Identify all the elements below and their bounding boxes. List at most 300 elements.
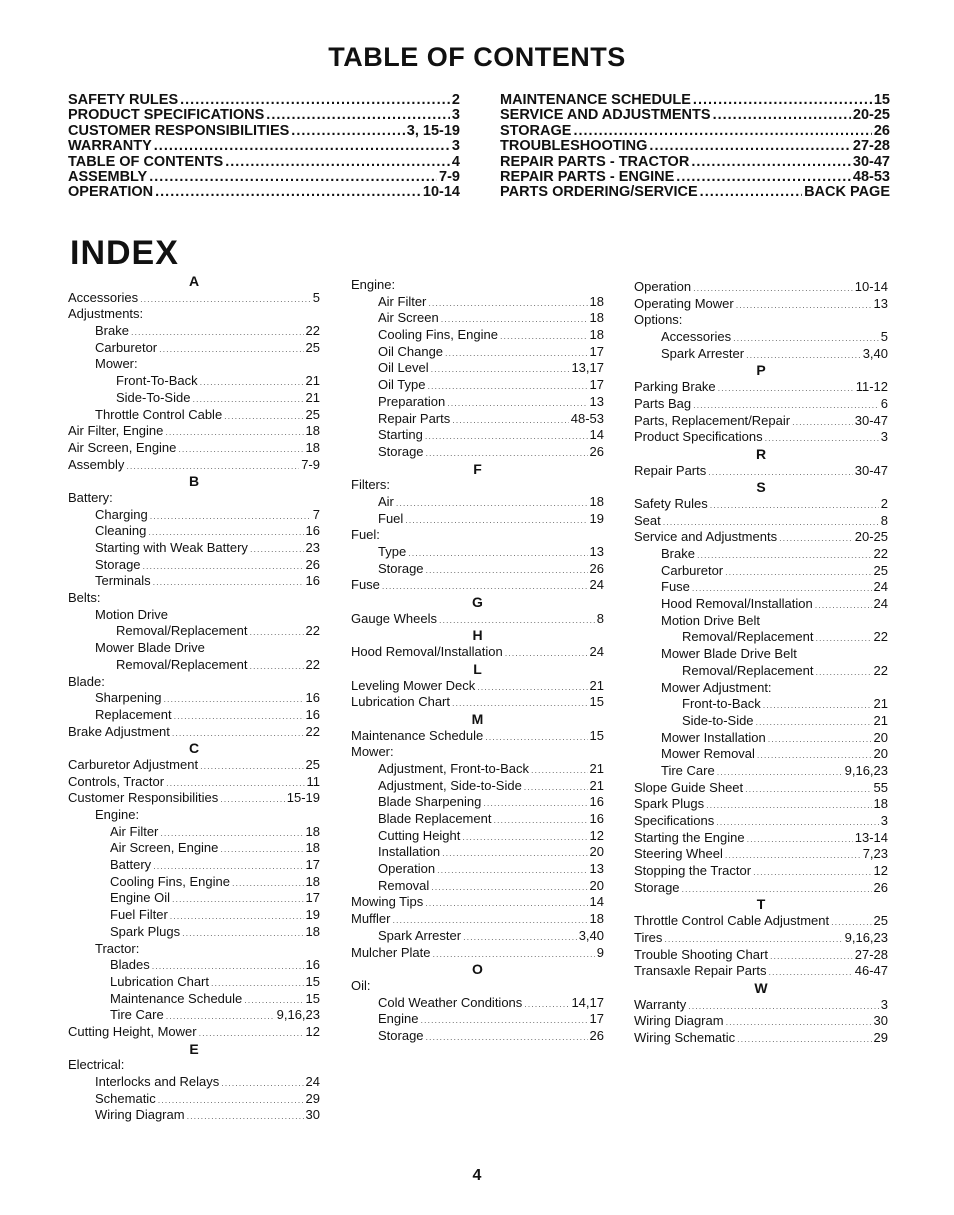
dot-leader <box>713 108 851 123</box>
index-entry-label: Cutting Height <box>378 827 461 843</box>
index-entry-page: 16 <box>305 690 320 706</box>
index-entry-label: Operation <box>634 279 692 294</box>
dot-leader <box>831 914 871 931</box>
toc-entry-page: 7-9 <box>439 169 460 186</box>
index-entry <box>68 1074 320 1091</box>
index-entry-page: 22 <box>873 629 888 645</box>
dot-leader <box>442 845 587 862</box>
dot-leader <box>768 964 852 981</box>
index-entry <box>68 306 320 323</box>
index-entry <box>634 696 888 713</box>
toc-entry <box>68 124 460 139</box>
index-entry-page: 55 <box>873 779 888 795</box>
dot-leader <box>483 795 587 812</box>
index-entry <box>68 523 320 540</box>
toc-entry-page: 3 <box>451 138 460 155</box>
index-entry <box>351 945 604 962</box>
dot-leader <box>232 875 304 892</box>
dot-leader <box>266 108 450 123</box>
dot-leader <box>706 797 871 814</box>
index-entry <box>351 611 604 628</box>
index-entry <box>634 613 888 630</box>
index-entry-page: 13 <box>873 295 888 311</box>
index-entry-label: Slope Guide Sheet <box>634 779 744 795</box>
index-entry-page: 17 <box>589 377 604 393</box>
index-entry <box>634 463 888 480</box>
index-entry <box>351 344 604 361</box>
index-entry <box>68 941 320 958</box>
toc-entry-label: OPERATION <box>68 184 154 201</box>
index-entry <box>634 746 888 763</box>
dot-leader <box>447 395 587 412</box>
index-entry-page: 18 <box>589 293 604 309</box>
index-entry-label: Motion Drive <box>95 606 168 622</box>
dot-leader <box>753 864 871 881</box>
index-entry-page: 17 <box>305 890 320 906</box>
index-entry-label: Mower: <box>351 744 394 760</box>
index-entry <box>68 490 320 507</box>
dot-leader <box>700 185 802 200</box>
index-entry <box>351 894 604 911</box>
dot-leader <box>691 155 851 170</box>
index-entry <box>351 277 604 294</box>
index-entry <box>351 444 604 461</box>
index-entry <box>68 724 320 741</box>
toc-entry-label: SERVICE AND ADJUSTMENTS <box>500 107 711 124</box>
dot-leader <box>250 624 304 641</box>
index-entry-page: 21 <box>589 677 604 693</box>
index-entry <box>351 928 604 945</box>
dot-leader <box>153 858 303 875</box>
index-entry <box>68 890 320 907</box>
dot-leader <box>166 1008 275 1025</box>
dot-leader <box>426 562 588 579</box>
index-entry <box>634 846 888 863</box>
index-entry-page: 21 <box>873 712 888 728</box>
index-entry-label: Lubrication Chart <box>110 973 209 989</box>
dot-leader <box>445 345 587 362</box>
toc-entry-page: 48-53 <box>852 169 890 186</box>
index-entry <box>634 629 888 646</box>
index-entry <box>634 563 888 580</box>
index-entry-label: Belts: <box>68 590 101 606</box>
toc-entry-page: 10-14 <box>422 184 460 201</box>
index-entry <box>68 824 320 841</box>
index-entry-page: 25 <box>305 756 320 772</box>
index-entry-label: Carburetor <box>661 562 724 578</box>
index-entry-page: 14 <box>589 894 604 910</box>
index-entry-label: Storage <box>378 443 424 459</box>
dot-leader <box>382 578 588 595</box>
index-entry <box>68 640 320 657</box>
dot-leader <box>682 881 872 898</box>
index-title: INDEX <box>70 234 179 272</box>
index-entry <box>351 844 604 861</box>
index-entry-label: Blade: <box>68 673 105 689</box>
index-entry-page: 18 <box>589 310 604 326</box>
index-entry <box>68 323 320 340</box>
index-entry-label: Brake <box>661 546 695 561</box>
index-entry-page: 16 <box>305 573 320 589</box>
index-entry-page: 22 <box>305 623 320 639</box>
index-entry-page: 3 <box>880 813 888 828</box>
index-entry-page: 25 <box>305 339 320 355</box>
toc-entry <box>500 124 890 139</box>
toc-entry-label: REPAIR PARTS - TRACTOR <box>500 153 690 170</box>
index-letter-heading: G <box>472 594 483 611</box>
index-entry-label: Storage <box>95 556 141 572</box>
index-entry-label: Installation <box>378 844 441 860</box>
index-entry <box>634 646 888 663</box>
dot-leader <box>192 391 303 408</box>
dot-leader <box>211 975 304 992</box>
toc-entry-page: BACK PAGE <box>804 184 890 201</box>
index-entry-page: 12 <box>873 863 888 879</box>
toc-entry-page: 26 <box>873 122 890 139</box>
index-entry-label: Tires <box>634 929 663 945</box>
index-entry-label: Cutting Height, Mower <box>68 1023 197 1039</box>
toc-entry <box>500 185 890 200</box>
dot-leader <box>143 558 304 575</box>
index-entry-label: Replacement <box>95 706 172 722</box>
index-entry-label: Wiring Diagram <box>634 1013 724 1029</box>
index-entry-label: Oil Change <box>378 343 444 359</box>
index-entry-label: Front-to-Back <box>682 696 761 712</box>
dot-leader <box>770 948 853 965</box>
dot-leader <box>152 958 304 975</box>
index-entry-label: Blades <box>110 957 150 973</box>
index-entry <box>351 911 604 928</box>
index-entry <box>68 857 320 874</box>
index-entry-page: 9 <box>596 944 604 960</box>
index-entry <box>351 694 604 711</box>
index-entry <box>634 429 888 446</box>
index-entry-label: Lubrication Chart <box>351 694 450 710</box>
dot-leader <box>199 1025 304 1042</box>
index-entry <box>634 930 888 947</box>
index-entry <box>351 828 604 845</box>
index-entry <box>634 579 888 596</box>
index-entry <box>634 413 888 430</box>
index-entry-label: Parking Brake <box>634 379 716 395</box>
dot-leader <box>220 841 303 858</box>
index-entry-page: 3,40 <box>578 927 604 943</box>
dot-leader <box>439 612 595 629</box>
index-entry <box>351 794 604 811</box>
index-entry-page: 21 <box>873 696 888 712</box>
dot-leader <box>462 829 587 846</box>
index-entry-page: 3,40 <box>862 345 888 361</box>
dot-leader <box>250 658 304 675</box>
index-entry-label: Carburetor <box>95 339 158 355</box>
toc-entry <box>68 108 460 123</box>
index-entry <box>634 713 888 730</box>
index-entry-page: 30 <box>305 1107 320 1123</box>
dot-leader <box>200 758 303 775</box>
index-entry-page: 24 <box>305 1074 320 1089</box>
index-entry-label: Maintenance Schedule <box>110 990 243 1006</box>
index-letter-heading: W <box>754 979 768 996</box>
index-entry-page: 10-14 <box>854 279 888 294</box>
dot-leader <box>155 185 421 200</box>
dot-leader <box>716 814 879 831</box>
index-entry-label: Blade Sharpening <box>378 794 482 810</box>
index-entry-label: Hood Removal/Installation <box>661 596 813 612</box>
toc-entry-page: 4 <box>451 153 460 170</box>
index-entry <box>634 963 888 980</box>
index-entry-label: Terminals <box>95 573 151 589</box>
index-entry-label: Mulcher Plate <box>351 944 431 960</box>
index-entry-label: Assembly <box>68 456 125 472</box>
index-entry <box>634 763 888 780</box>
dot-leader <box>244 992 303 1009</box>
index-entry-page: 9,16,23 <box>276 1007 320 1023</box>
index-entry <box>351 577 604 594</box>
index-entry-page: 30 <box>873 1013 888 1029</box>
index-entry-page: 3 <box>880 996 888 1012</box>
index-entry-label: Spark Plugs <box>634 796 705 812</box>
index-entry-page: 15-19 <box>286 790 320 806</box>
index-entry-label: Transaxle Repair Parts <box>634 963 767 979</box>
index-entry <box>634 312 888 329</box>
index-entry-label: Mower Adjustment: <box>661 679 772 695</box>
index-entry <box>351 778 604 795</box>
index-entry-label: Schematic <box>95 1090 156 1106</box>
dot-leader <box>224 408 303 425</box>
index-entry-page: 14,17 <box>571 994 604 1010</box>
toc-entry-label: ASSEMBLY <box>68 169 148 186</box>
index-entry-page: 5 <box>880 329 888 345</box>
index-entry <box>634 880 888 897</box>
toc-entry <box>500 155 890 170</box>
index-entry-page: 13 <box>589 544 604 559</box>
index-entry-page: 7 <box>312 506 320 522</box>
index-entry-label: Wiring Schematic <box>634 1029 736 1045</box>
dot-leader <box>220 791 284 808</box>
index-entry-label: Repair Parts <box>378 410 451 426</box>
index-entry-page: 15 <box>305 990 320 1006</box>
index-letter-heading: C <box>188 740 200 757</box>
index-entry-page: 13,17 <box>571 360 604 376</box>
index-entry-label: Tractor: <box>95 940 140 956</box>
index-entry-label: Controls, Tractor <box>68 773 165 789</box>
dot-leader <box>664 931 842 948</box>
toc-entry <box>68 93 460 108</box>
index-entry-label: Oil: <box>351 977 371 993</box>
index-entry <box>634 329 888 346</box>
index-entry-label: Engine: <box>351 277 396 292</box>
index-entry-page: 26 <box>305 556 320 572</box>
dot-leader <box>178 441 303 458</box>
index-entry <box>68 690 320 707</box>
index-letter-heading: E <box>189 1040 199 1057</box>
index-entry <box>68 290 320 307</box>
index-entry <box>634 1030 888 1047</box>
index-entry-page: 18 <box>305 840 320 856</box>
index-entry <box>634 296 888 313</box>
index-entry-label: Specifications <box>634 813 715 828</box>
dot-leader <box>291 124 404 139</box>
index-entry-label: Starting the Engine <box>634 829 745 845</box>
index-entry-label: Blade Replacement <box>378 811 492 826</box>
toc-entry <box>68 185 460 200</box>
dot-leader <box>726 1014 872 1031</box>
index-entry-label: Battery <box>110 857 152 873</box>
dot-leader <box>425 895 587 912</box>
toc-entry-label: TABLE OF CONTENTS <box>68 153 224 170</box>
index-entry-label: Air Screen, Engine <box>68 439 177 455</box>
dot-leader <box>131 324 304 341</box>
dot-leader <box>815 597 872 614</box>
dot-leader <box>172 891 304 908</box>
index-entry <box>68 790 320 807</box>
toc-entry <box>500 93 890 108</box>
index-entry-label: Muffler <box>351 911 391 927</box>
dot-leader <box>463 929 577 946</box>
index-entry-page: 20 <box>589 844 604 860</box>
dot-leader <box>153 574 304 591</box>
dot-leader <box>692 580 872 597</box>
dot-leader <box>745 781 871 798</box>
index-entry-label: Carburetor Adjustment <box>68 756 199 772</box>
dot-leader <box>747 831 853 848</box>
index-entry-page: 21 <box>305 373 320 389</box>
dot-leader <box>396 495 588 512</box>
index-entry-label: Fuel <box>378 510 404 526</box>
index-entry-page: 16 <box>589 794 604 810</box>
index-entry <box>351 744 604 761</box>
dot-leader <box>221 1075 303 1092</box>
index-entry <box>68 423 320 440</box>
toc-right-column <box>500 93 890 201</box>
index-entry-label: Mower Blade Drive Belt <box>661 646 797 662</box>
index-entry-page: 18 <box>589 493 604 509</box>
index-entry <box>634 813 888 830</box>
index-entry <box>68 1024 320 1041</box>
index-entry <box>68 707 320 724</box>
index-entry-page: 17 <box>305 857 320 873</box>
dot-leader <box>165 424 303 441</box>
dot-leader <box>693 93 872 108</box>
index-entry <box>351 678 604 695</box>
index-entry <box>68 440 320 457</box>
index-entry-label: Engine Oil <box>110 890 170 906</box>
index-entry <box>634 663 888 680</box>
index-entry <box>68 1057 320 1074</box>
index-entry <box>634 396 888 413</box>
dot-leader <box>166 775 304 792</box>
dot-leader <box>663 514 879 531</box>
dot-leader <box>746 347 861 364</box>
dot-leader <box>154 139 450 154</box>
dot-leader <box>693 397 879 414</box>
dot-leader <box>524 996 569 1013</box>
index-entry-page: 18 <box>305 439 320 455</box>
index-entry <box>351 527 604 544</box>
index-entry <box>634 947 888 964</box>
toc-entry-label: WARRANTY <box>68 138 152 155</box>
index-entry-page: 22 <box>873 546 888 561</box>
index-entry-page: 3 <box>880 429 888 445</box>
toc-entry <box>500 108 890 123</box>
index-entry <box>351 394 604 411</box>
index-entry <box>634 596 888 613</box>
toc-entry-page: 3, 15-19 <box>406 122 460 139</box>
index-entry-page: 46-47 <box>854 963 888 979</box>
index-entry-page: 13 <box>589 393 604 409</box>
index-entry-label: Side-to-Side <box>682 712 754 728</box>
toc-entry-label: TROUBLESHOOTING <box>500 138 648 155</box>
index-entry <box>68 340 320 357</box>
index-entry <box>351 728 604 745</box>
index-letter-heading: B <box>188 473 200 490</box>
index-entry-label: Spark Arrester <box>378 927 462 943</box>
index-entry-page: 22 <box>305 323 320 339</box>
index-entry <box>68 757 320 774</box>
dot-leader <box>437 862 587 879</box>
dot-leader <box>250 541 304 558</box>
index-entry <box>68 356 320 373</box>
dot-leader <box>792 414 853 431</box>
index-entry-label: Oil Type <box>378 377 426 393</box>
index-entry <box>68 840 320 857</box>
index-entry <box>634 279 888 296</box>
index-entry-label: Removal <box>378 877 430 893</box>
toc-entry-page: 30-47 <box>852 153 890 170</box>
index-entry <box>351 360 604 377</box>
index-entry <box>351 411 604 428</box>
dot-leader <box>717 764 843 781</box>
index-entry-page: 24 <box>589 577 604 593</box>
index-entry-page: 26 <box>589 1027 604 1043</box>
index-entry <box>634 496 888 513</box>
index-entry-page: 25 <box>305 406 320 422</box>
index-entry-page: 16 <box>589 811 604 826</box>
index-entry-label: Tire Care <box>661 762 715 778</box>
toc-entry-page: 3 <box>451 107 460 124</box>
toc-entry-page: 20-25 <box>852 107 890 124</box>
index-entry-label: Cooling Fins, Engine <box>378 327 498 343</box>
dot-leader <box>427 378 587 395</box>
index-entry <box>351 477 604 494</box>
index-entry <box>351 327 604 344</box>
index-entry-page: 9,16,23 <box>844 762 888 778</box>
index-entry-page: 12 <box>305 1023 320 1039</box>
index-entry-page: 18 <box>305 823 320 839</box>
index-entry-label: Preparation <box>378 393 446 409</box>
index-entry-label: Oil Level <box>378 360 429 376</box>
index-entry <box>351 861 604 878</box>
toc-entry-label: CUSTOMER RESPONSIBILITIES <box>68 122 290 139</box>
index-entry-label: Trouble Shooting Chart <box>634 946 768 962</box>
index-entry-label: Air Filter <box>378 293 427 309</box>
dot-leader <box>126 458 299 475</box>
dot-leader <box>200 374 304 391</box>
index-entry <box>68 674 320 691</box>
dot-leader <box>426 445 588 462</box>
index-entry-page: 5 <box>312 289 320 305</box>
dot-leader <box>573 124 871 139</box>
index-letter-heading: S <box>756 479 766 496</box>
dot-leader <box>649 139 850 154</box>
dot-leader <box>676 170 851 185</box>
index-entry-label: Starting <box>378 427 423 443</box>
index-entry-page: 15 <box>305 973 320 989</box>
index-entry <box>351 511 604 528</box>
dot-leader <box>159 341 303 358</box>
index-entry-label: Adjustments: <box>68 306 144 322</box>
dot-leader <box>708 464 853 481</box>
